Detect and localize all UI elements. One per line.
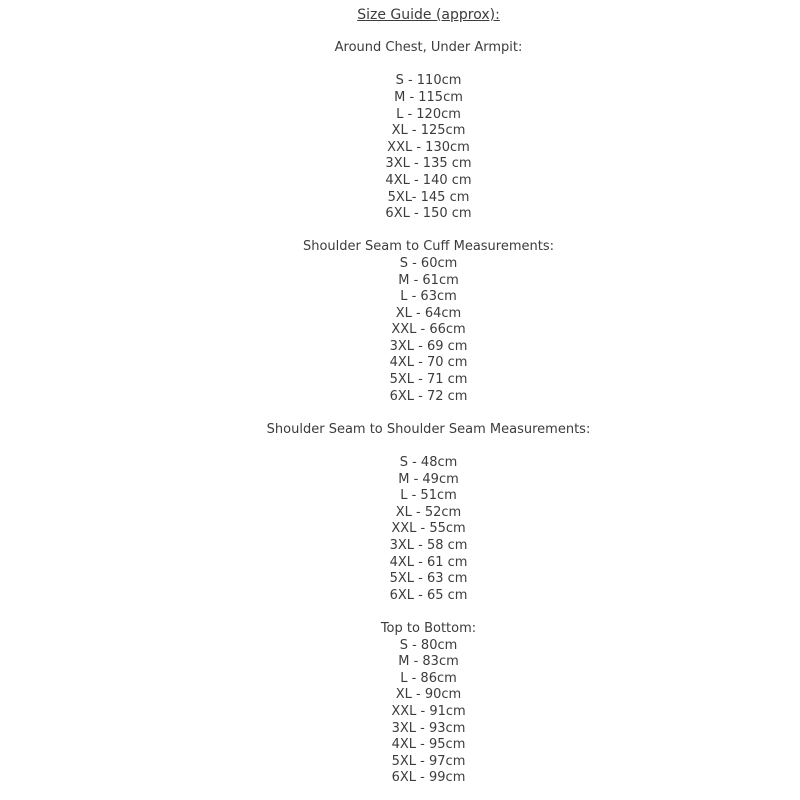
size-row: XL - 64cm xyxy=(395,305,462,321)
size-row: 3XL - 69 cm xyxy=(389,338,468,354)
size-row: 4XL - 70 cm xyxy=(389,355,468,371)
size-row: 4XL - 61 cm xyxy=(389,554,468,570)
size-row: 4XL - 140 cm xyxy=(385,172,472,188)
size-row: 5XL - 71 cm xyxy=(389,372,468,388)
size-section xyxy=(57,40,800,223)
section-heading: Shoulder Seam to Shoulder Seam Measurements: xyxy=(266,421,591,437)
size-row: 3XL - 58 cm xyxy=(389,538,468,553)
size-row: S - 48cm xyxy=(399,455,458,471)
size-row: L - 120cm xyxy=(396,106,461,122)
size-row: L - 51cm xyxy=(400,488,457,504)
size-row: 3XL - 135 cm xyxy=(385,156,472,172)
size-row: XXL - 66cm xyxy=(391,322,466,338)
size-row: XL - 90cm xyxy=(395,687,462,703)
size-row: L - 63cm xyxy=(400,289,457,305)
size-row: M - 49cm xyxy=(398,471,459,487)
size-row: 5XL- 145 cm xyxy=(387,189,470,205)
size-row: 6XL - 99cm xyxy=(391,770,466,786)
size-row: M - 115cm xyxy=(394,89,463,105)
size-row: 6XL - 72 cm xyxy=(389,388,468,404)
size-row: M - 61cm xyxy=(398,272,459,288)
size-row: S - 110cm xyxy=(395,73,462,89)
size-row: XL - 125cm xyxy=(391,123,466,139)
size-row: 3XL - 93cm xyxy=(391,720,466,736)
size-guide-sections xyxy=(57,40,800,787)
size-row: S - 60cm xyxy=(399,255,458,271)
section-heading: Top to Bottom: xyxy=(380,620,477,636)
section-heading: Shoulder Seam to Cuff Measurements: xyxy=(302,239,555,255)
size-row: L - 86cm xyxy=(400,670,457,686)
size-row: 6XL - 65 cm xyxy=(389,587,468,603)
page-title: Size Guide (approx): xyxy=(357,7,500,23)
size-row: 5XL - 97cm xyxy=(391,753,466,769)
size-row: XXL - 91cm xyxy=(391,703,466,719)
section-heading: Around Chest, Under Armpit: xyxy=(334,40,523,56)
size-row: 4XL - 95cm xyxy=(391,737,466,753)
size-row: 5XL - 63 cm xyxy=(389,571,468,587)
size-row: XXL - 130cm xyxy=(387,139,470,155)
size-row: XXL - 55cm xyxy=(391,521,466,537)
size-row: XL - 52cm xyxy=(395,504,462,520)
size-row: 6XL - 150 cm xyxy=(385,206,472,222)
size-section xyxy=(57,422,800,605)
size-row: M - 83cm xyxy=(398,654,459,670)
size-section xyxy=(57,621,800,787)
size-row: S - 80cm xyxy=(399,637,458,653)
size-section xyxy=(57,239,800,405)
